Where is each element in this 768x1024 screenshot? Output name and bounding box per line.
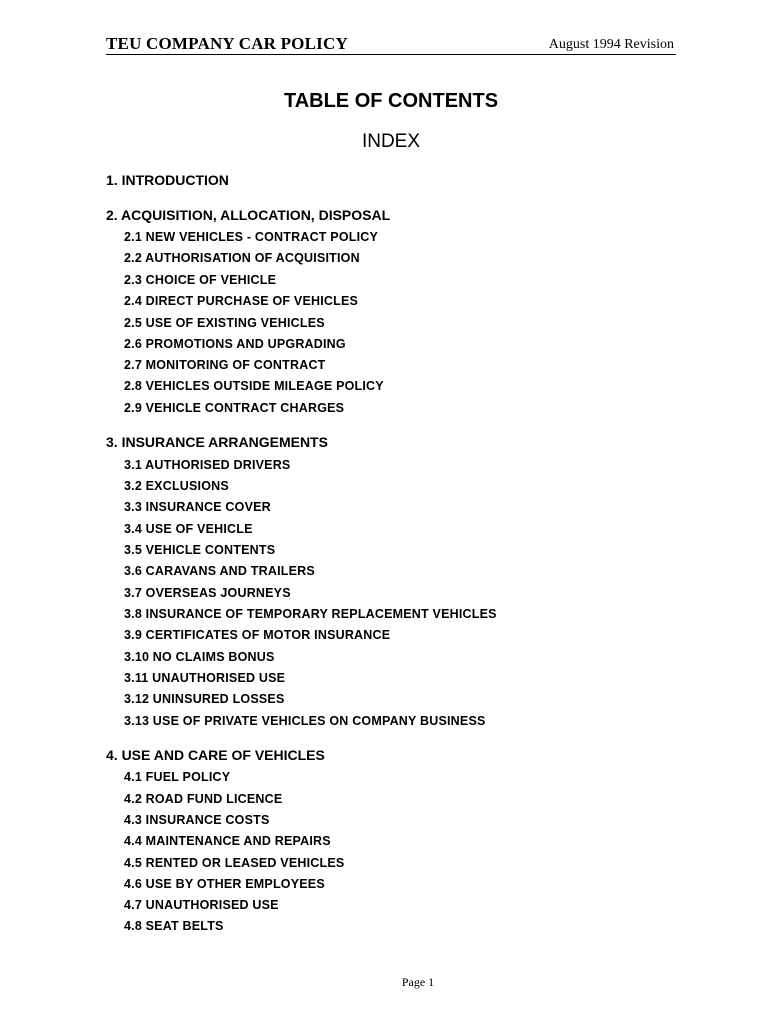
toc-item: 2.3 CHOICE OF VEHICLE bbox=[124, 273, 277, 287]
toc-heading: TABLE OF CONTENTS bbox=[283, 90, 499, 112]
section-heading-introduction: 1. INTRODUCTION bbox=[106, 172, 229, 188]
toc-item: 3.6 CARAVANS AND TRAILERS bbox=[124, 564, 315, 578]
toc-item: 3.4 USE OF VEHICLE bbox=[124, 522, 253, 536]
toc-item: 2.1 NEW VEHICLES - CONTRACT POLICY bbox=[124, 230, 379, 244]
revision-date: August 1994 Revision bbox=[548, 37, 674, 52]
toc-item: 3.10 NO CLAIMS BONUS bbox=[124, 650, 275, 664]
toc-item: 2.7 MONITORING OF CONTRACT bbox=[124, 358, 326, 372]
section-heading-use-and-care: 4. USE AND CARE OF VEHICLES bbox=[106, 747, 325, 763]
toc-item: 3.13 USE OF PRIVATE VEHICLES ON COMPANY BUSINESS bbox=[124, 714, 486, 728]
toc-item: 2.4 DIRECT PURCHASE OF VEHICLES bbox=[124, 294, 359, 308]
toc-item: 3.11 UNAUTHORISED USE bbox=[124, 671, 286, 685]
toc-item: 4.7 UNAUTHORISED USE bbox=[124, 898, 279, 912]
page-number: Page 1 bbox=[401, 975, 435, 989]
section-heading-insurance: 3. INSURANCE ARRANGEMENTS bbox=[106, 434, 328, 450]
toc-item: 3.5 VEHICLE CONTENTS bbox=[124, 543, 276, 557]
section-heading-acquisition: 2. ACQUISITION, ALLOCATION, DISPOSAL bbox=[106, 207, 391, 223]
toc-item: 3.3 INSURANCE COVER bbox=[124, 500, 271, 514]
toc-item: 3.1 AUTHORISED DRIVERS bbox=[124, 458, 291, 472]
toc-item: 2.9 VEHICLE CONTRACT CHARGES bbox=[124, 401, 345, 415]
toc-item: 4.6 USE BY OTHER EMPLOYEES bbox=[124, 877, 325, 891]
toc-item: 4.5 RENTED OR LEASED VEHICLES bbox=[124, 856, 345, 870]
toc-item: 3.12 UNINSURED LOSSES bbox=[124, 692, 285, 706]
toc-item: 4.1 FUEL POLICY bbox=[124, 770, 231, 784]
toc-item: 4.4 MAINTENANCE AND REPAIRS bbox=[124, 834, 331, 848]
page-header bbox=[106, 32, 676, 55]
document-title: TEU COMPANY CAR POLICY bbox=[106, 34, 348, 53]
toc-item: 4.8 SEAT BELTS bbox=[124, 919, 224, 933]
toc-item: 2.6 PROMOTIONS AND UPGRADING bbox=[124, 337, 346, 351]
toc-item: 2.5 USE OF EXISTING VEHICLES bbox=[124, 316, 325, 330]
toc-item: 4.2 ROAD FUND LICENCE bbox=[124, 792, 283, 806]
toc-item: 3.2 EXCLUSIONS bbox=[124, 479, 229, 493]
toc-item: 3.8 INSURANCE OF TEMPORARY REPLACEMENT VEHICLES bbox=[124, 607, 497, 621]
toc-item: 3.7 OVERSEAS JOURNEYS bbox=[124, 586, 291, 600]
toc-item: 2.2 AUTHORISATION OF ACQUISITION bbox=[124, 251, 360, 265]
index-heading: INDEX bbox=[361, 131, 421, 152]
toc-item: 3.9 CERTIFICATES OF MOTOR INSURANCE bbox=[124, 628, 391, 642]
toc-item: 2.8 VEHICLES OUTSIDE MILEAGE POLICY bbox=[124, 379, 384, 393]
toc-item: 4.3 INSURANCE COSTS bbox=[124, 813, 270, 827]
